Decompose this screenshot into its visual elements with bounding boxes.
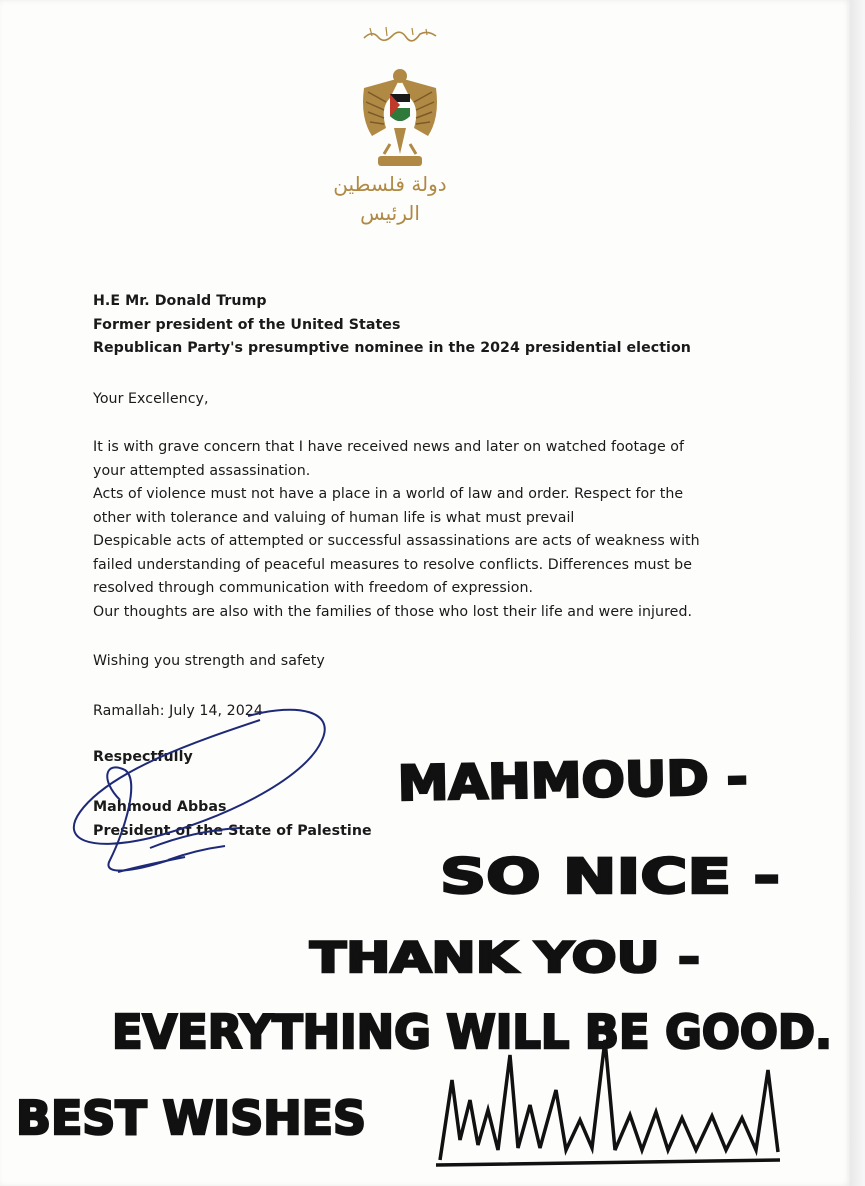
recipient-title: Former president of the United States	[93, 316, 401, 333]
body-paragraph: Despicable acts of attempted or successful assassinations are acts of weakness with failed understanding of peaceful measures to resolve conflicts. Differences must be resolved through communication with freedom of expression.	[93, 533, 700, 596]
arabic-the-president	[330, 198, 450, 228]
letterhead-line2: الرئيس	[360, 201, 420, 225]
note-line4: EVERYTHING WILL BE GOOD.	[112, 1005, 832, 1059]
recipient-name: H.E Mr. Donald Trump	[93, 293, 267, 309]
recipient-block	[93, 290, 691, 361]
recipient-subtitle: Republican Party's presumptive nominee in the 2024 presidential election	[93, 340, 691, 356]
palestine-eagle-emblem-icon	[350, 58, 450, 176]
signatory-name: Mahmoud Abbas	[93, 799, 227, 815]
note-line2: SO NICE -	[440, 849, 780, 905]
date-line: Ramallah: July 14, 2024	[93, 703, 263, 719]
signatory-block	[93, 796, 372, 843]
signatory-title: President of the State of Palestine	[93, 822, 372, 839]
closing-wish: Wishing you strength and safety	[93, 653, 325, 669]
note-line5: BEST WISHES	[16, 1091, 366, 1145]
valediction: Respectfully	[93, 749, 193, 765]
letterhead-line1: دولة فلسطين	[333, 172, 447, 196]
body-paragraph: Our thoughts are also with the families of those who lost their life and were injured.	[93, 603, 693, 620]
bismillah-calligraphy	[360, 22, 440, 44]
body-paragraph: Acts of violence must not have a place in a world of law and order. Respect for the other with tolerance and valuing of human life is what must prevail	[93, 486, 684, 526]
note-line3: THANK YOU -	[310, 933, 700, 982]
note-line1: MAHMOUD -	[397, 750, 728, 812]
letter-body	[93, 436, 713, 624]
page-edge	[850, 0, 865, 1186]
salutation: Your Excellency,	[93, 391, 209, 407]
body-paragraph: It is with grave concern that I have received news and later on watched footage of your attempted assassination.	[93, 439, 685, 479]
arabic-state-of-palestine	[310, 170, 470, 198]
